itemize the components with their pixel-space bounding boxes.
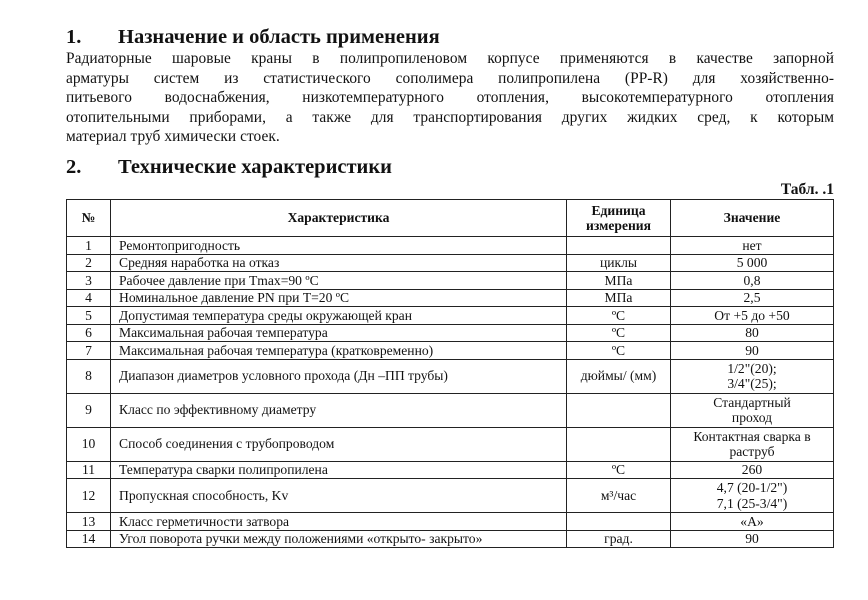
table-row	[67, 307, 834, 325]
row-unit: МПа	[567, 289, 671, 307]
row-value	[671, 393, 834, 427]
row-characteristic: Рабочее давление при Tmax=90 ºC	[111, 272, 567, 290]
section-title: Технические характеристики	[118, 156, 392, 178]
row-characteristic: Класс по эффективному диаметру	[111, 393, 567, 427]
row-unit: дюймы/ (мм)	[567, 359, 671, 393]
row-unit: м³/час	[567, 479, 671, 513]
row-characteristic: Максимальная рабочая температура	[111, 324, 567, 342]
row-number: 8	[67, 359, 111, 393]
row-unit: ºC	[567, 307, 671, 325]
row-characteristic: Диапазон диаметров условного прохода (Дн –ПП трубы)	[111, 359, 567, 393]
table-header-row	[67, 200, 834, 237]
row-unit	[567, 393, 671, 427]
row-value: 90	[671, 342, 834, 360]
row-unit: ºC	[567, 324, 671, 342]
table-row	[67, 393, 834, 427]
row-unit: МПа	[567, 272, 671, 290]
row-value-line: Стандартный	[713, 394, 791, 410]
row-unit: град.	[567, 530, 671, 548]
row-number: 9	[67, 393, 111, 427]
row-characteristic: Средняя наработка на отказ	[111, 254, 567, 272]
row-value: нет	[671, 237, 834, 255]
row-characteristic: Класс герметичности затвора	[111, 513, 567, 531]
row-value	[671, 359, 834, 393]
row-number: 5	[67, 307, 111, 325]
row-value-line: 3/4"(25);	[727, 376, 777, 391]
table-row	[67, 479, 834, 513]
header-unit: Единица измерения	[567, 200, 671, 237]
intro-paragraph	[66, 49, 834, 147]
row-characteristic: Номинальное давление PN при T=20 ºC	[111, 289, 567, 307]
section-number: 1.	[66, 26, 82, 48]
table-row	[67, 272, 834, 290]
row-number: 3	[67, 272, 111, 290]
specs-table	[66, 199, 834, 548]
section-title: Назначение и область применения	[118, 26, 440, 48]
row-characteristic: Способ соединения с трубопроводом	[111, 427, 567, 461]
row-characteristic: Ремонтопригодность	[111, 237, 567, 255]
row-value: «А»	[671, 513, 834, 531]
table-row	[67, 513, 834, 531]
row-value: От +5 до +50	[671, 307, 834, 325]
table-body	[67, 237, 834, 548]
row-number: 1	[67, 237, 111, 255]
table-caption: Табл. .1	[780, 181, 834, 198]
paragraph-line: арматуры систем из статистического сополимера полипропилена (PP-R) для хозяйственно-	[66, 69, 834, 87]
table-row	[67, 237, 834, 255]
row-value	[671, 479, 834, 513]
paragraph-line: питьевого водоснабжения, низкотемпературного отопления, высокотемпературного отопления	[66, 89, 834, 106]
row-value	[671, 427, 834, 461]
section-number: 2.	[66, 156, 82, 178]
header-number: №	[67, 200, 111, 237]
table-row	[67, 289, 834, 307]
row-unit: ºC	[567, 461, 671, 479]
row-characteristic: Температура сварки полипропилена	[111, 461, 567, 479]
row-unit	[567, 237, 671, 255]
row-unit	[567, 513, 671, 531]
row-number: 2	[67, 254, 111, 272]
row-value: 80	[671, 324, 834, 342]
row-value-line: Контактная сварка в	[693, 428, 811, 444]
header-characteristic: Характеристика	[111, 200, 567, 237]
row-characteristic: Допустимая температура среды окружающей кран	[111, 307, 567, 325]
row-number: 12	[67, 479, 111, 513]
row-number: 13	[67, 513, 111, 531]
row-value: 90	[671, 530, 834, 548]
row-number: 11	[67, 461, 111, 479]
table-row	[67, 427, 834, 461]
row-characteristic: Угол поворота ручки между положениями «открыто- закрыто»	[111, 530, 567, 548]
row-unit: циклы	[567, 254, 671, 272]
table-row	[67, 324, 834, 342]
row-value-line: 4,7 (20-1/2")	[716, 480, 788, 495]
paragraph-line: Радиаторные шаровые краны в полипропиленовом корпусе применяются в качестве запорной	[66, 50, 834, 67]
table-row	[67, 359, 834, 393]
row-number: 7	[67, 342, 111, 360]
row-characteristic: Максимальная рабочая температура (кратковременно)	[111, 342, 567, 360]
table-row	[67, 342, 834, 360]
row-value-line: раструб	[729, 444, 775, 459]
table-row	[67, 254, 834, 272]
row-value-line: проход	[731, 410, 773, 425]
table-row	[67, 461, 834, 479]
paragraph-line: материал труб химически стоек.	[66, 128, 280, 145]
row-value: 5 000	[671, 254, 834, 272]
row-unit: ºC	[567, 342, 671, 360]
row-number: 10	[67, 427, 111, 461]
row-number: 6	[67, 324, 111, 342]
row-characteristic: Пропускная способность, Kv	[111, 479, 567, 513]
paragraph-line: отопительными приборами, а также для транспортирования других жидких сред, к которым	[66, 108, 834, 126]
row-value: 260	[671, 461, 834, 479]
row-value-line: 1/2"(20);	[727, 360, 777, 376]
row-number: 4	[67, 289, 111, 307]
row-unit	[567, 427, 671, 461]
row-value: 2,5	[671, 289, 834, 307]
row-number: 14	[67, 530, 111, 548]
row-value-line: 7,1 (25-3/4")	[716, 495, 788, 511]
table-row	[67, 530, 834, 548]
header-value: Значение	[671, 200, 834, 237]
row-value: 0,8	[671, 272, 834, 290]
